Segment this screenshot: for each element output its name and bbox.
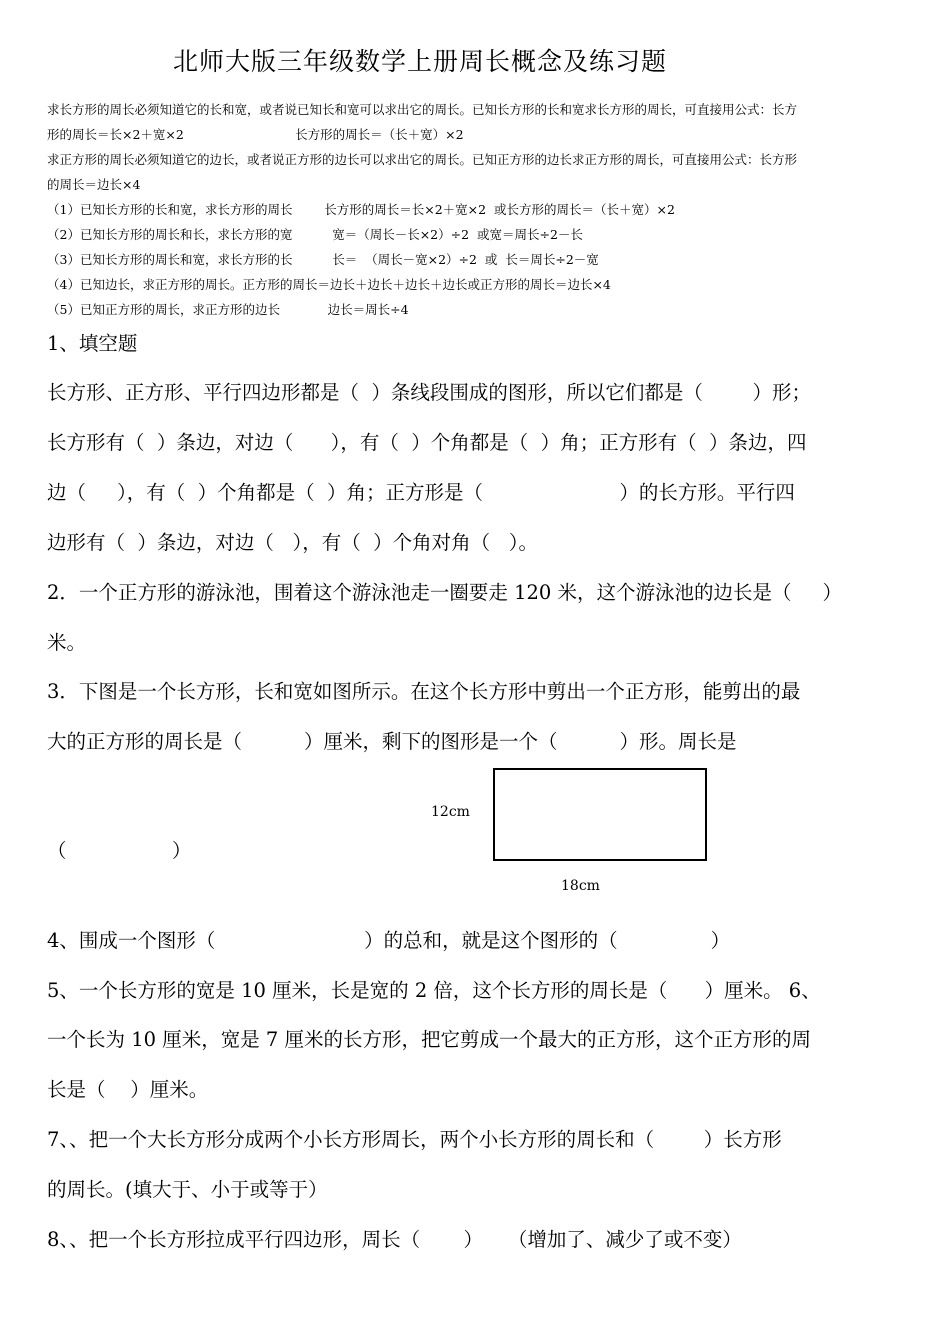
question-line: 米。 bbox=[47, 631, 87, 654]
intro-line: （3）已知长方形的周长和宽，求长方形的长 长＝ （周长－宽×2）÷2 或 长＝周长÷2－宽 bbox=[47, 252, 599, 267]
intro-line: （1）已知长方形的长和宽，求长方形的周长 长方形的周长＝长×2＋宽×2 或长方形的周长＝（长＋宽）×2 bbox=[47, 202, 675, 217]
question-line: 边（ ），有（ ）个角都是（ ）角；正方形是（ ）的长方形。平行四 bbox=[47, 481, 795, 504]
question-line: 3．下图是一个长方形，长和宽如图所示。在这个长方形中剪出一个正方形，能剪出的最 bbox=[47, 680, 801, 703]
question-line: 长方形有（ ）条边，对边（ ），有（ ）个角都是（ ）角；正方形有（ ）条边，四 bbox=[47, 431, 807, 454]
intro-line: 求长方形的周长必须知道它的长和宽，或者说已知长和宽可以求出它的周长。已知长方形的长和宽求长方形的周长，可直接用公式：长方 bbox=[47, 102, 798, 117]
question-line: 的周长。(填大于、小于或等于） bbox=[47, 1178, 328, 1201]
question-line: 长是（ ）厘米。 bbox=[47, 1078, 209, 1101]
intro-line: 的周长＝边长×4 bbox=[47, 177, 141, 192]
section-heading: 1、填空题 bbox=[47, 332, 138, 355]
question-line: 4、围成一个图形（ ）的总和，就是这个图形的（ ） bbox=[47, 929, 731, 952]
width-label: 12cm bbox=[431, 804, 470, 820]
intro-line: 形的周长＝长×2＋宽×2 长方形的周长＝（长＋宽）×2 bbox=[47, 127, 464, 142]
length-label: 18cm bbox=[561, 878, 600, 894]
question-line: 边形有（ ）条边，对边（ ），有（ ）个角对角（ ）。 bbox=[47, 531, 538, 554]
question-line: （ ） bbox=[47, 839, 192, 862]
question-line: 2．一个正方形的游泳池，围着这个游泳池走一圈要走 120 米，这个游泳池的边长是（ ） bbox=[47, 581, 843, 604]
intro-line: （2）已知长方形的周长和长，求长方形的宽 宽＝（周长－长×2）÷2 或宽＝周长÷2－长 bbox=[47, 227, 583, 242]
question-line: 长方形、正方形、平行四边形都是（ ）条线段围成的图形，所以它们都是（ ）形； bbox=[47, 381, 811, 404]
question-line: 5、一个长方形的宽是 10 厘米，长是宽的 2 倍，这个长方形的周长是（ ）厘米。 6、 bbox=[47, 979, 821, 1002]
question-line: 8、、把一个长方形拉成平行四边形，周长（ ） （增加了、减少了或不变） bbox=[47, 1228, 742, 1251]
page-title: 北师大版三年级数学上册周长概念及练习题 bbox=[172, 47, 667, 76]
intro-line: （5）已知正方形的周长，求正方形的边长 边长＝周长÷4 bbox=[47, 302, 409, 317]
intro-line: （4）已知边长，求正方形的周长。正方形的周长＝边长＋边长＋边长＋边长或正方形的周长＝边长×4 bbox=[47, 277, 611, 292]
rectangle-figure bbox=[493, 768, 707, 861]
question-line: 一个长为 10 厘米，宽是 7 厘米的长方形，把它剪成一个最大的正方形，这个正方形的周 bbox=[47, 1028, 812, 1051]
intro-line: 求正方形的周长必须知道它的边长，或者说正方形的边长可以求出它的周长。已知正方形的边长求正方形的周长，可直接用公式：长方形 bbox=[47, 152, 798, 167]
question-line: 7、、把一个大长方形分成两个小长方形周长，两个小长方形的周长和（ ）长方形 bbox=[47, 1128, 782, 1151]
question-line: 大的正方形的周长是（ ）厘米，剩下的图形是一个（ ）形。周长是 bbox=[47, 730, 737, 753]
